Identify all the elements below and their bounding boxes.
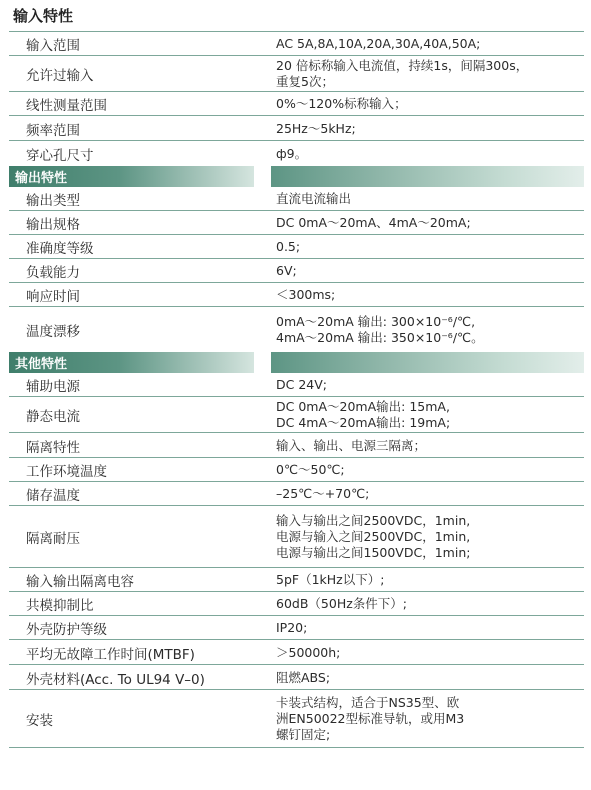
value-line: DC 0mA～20mA、4mA～20mA;	[276, 215, 471, 230]
value-line: AC 5A,8A,10A,20A,30A,40A,50A;	[276, 36, 481, 51]
table-row	[0, 116, 591, 141]
row-label: 储存温度	[26, 488, 80, 504]
value-line: 阻燃ABS;	[276, 669, 331, 685]
row-label: 线性测量范围	[26, 98, 107, 114]
table-row	[0, 665, 591, 690]
row-value	[270, 283, 591, 307]
value-line: –25℃～+70℃;	[276, 486, 370, 501]
row-label: 平均无故障工作时间(MTBF)	[26, 646, 195, 663]
row-value	[270, 235, 591, 259]
row-value	[270, 32, 591, 56]
table-row	[0, 92, 591, 116]
row-value	[270, 397, 591, 433]
row-label: 准确度等级	[26, 241, 94, 257]
row-label: 穿心孔尺寸	[26, 147, 94, 164]
row-label: 输入输出隔离电容	[26, 574, 134, 590]
table-row	[0, 211, 591, 235]
row-label: 静态电流	[26, 409, 80, 425]
row-value	[270, 592, 591, 616]
table-row	[0, 307, 591, 352]
row-value	[270, 665, 591, 690]
table-row	[0, 640, 591, 665]
value-line: 电源与输出之间1500VDC，1min;	[276, 545, 471, 560]
row-value	[270, 116, 591, 141]
value-line: IP20;	[276, 620, 308, 635]
row-label: 隔离耐压	[26, 531, 80, 547]
table-row	[0, 235, 591, 259]
row-label: 输出类型	[26, 193, 80, 209]
value-line: DC 0mA～20mA输出: 15mA,	[276, 399, 450, 414]
table-row	[0, 187, 591, 211]
value-line: 洲EN50022型标准导轨，或用M3	[276, 711, 465, 726]
value-line: 25Hz～5kHz;	[276, 120, 356, 136]
row-value	[270, 141, 591, 166]
row-label: 辅助电源	[26, 379, 80, 395]
row-label: 隔离特性	[26, 439, 80, 456]
section-title-other: 其他特性	[9, 352, 254, 373]
row-value	[270, 92, 591, 116]
section-header-bar	[271, 352, 584, 373]
row-label: 输出规格	[26, 217, 80, 233]
value-line: 60dB（50Hz条件下）;	[276, 596, 407, 611]
row-value	[270, 433, 591, 458]
value-line: ф9。	[276, 145, 308, 161]
table-row	[0, 56, 591, 92]
row-value	[270, 259, 591, 283]
row-value	[270, 616, 591, 640]
row-value	[270, 640, 591, 665]
table-row	[0, 433, 591, 458]
row-value	[270, 458, 591, 482]
value-line: 输入与输出之间2500VDC，1min,	[276, 513, 471, 528]
row-label: 外壳防护等级	[26, 622, 107, 638]
section-title-output: 输出特性	[9, 166, 254, 187]
row-label: 允许过输入	[26, 68, 94, 84]
table-row	[0, 506, 591, 568]
row-value	[270, 56, 591, 92]
value-line: 4mA～20mA 输出: 350×10⁻⁶/℃。	[276, 329, 484, 345]
value-line: 0℃～50℃;	[276, 462, 345, 477]
row-value	[270, 690, 591, 748]
value-line: 卡装式结构，适合于NS35型、欧	[276, 695, 460, 710]
row-label: 温度漂移	[26, 323, 80, 340]
value-line: 6V;	[276, 263, 297, 278]
row-label: 输入范围	[26, 38, 80, 54]
row-label: 频率范围	[26, 122, 80, 139]
table-row	[0, 283, 591, 307]
row-label: 负载能力	[26, 265, 80, 281]
row-label: 外壳材料(Acc. To UL94 V–0)	[26, 671, 205, 688]
value-line: 直流电流输出	[276, 191, 352, 206]
value-line: ＞50000h;	[276, 644, 341, 660]
section-header-other	[0, 352, 591, 373]
value-line: 5pF（1kHz以下）;	[276, 572, 385, 587]
table-row	[0, 458, 591, 482]
section-title-input: 输入特性	[13, 6, 74, 25]
section-header-bar	[271, 166, 584, 187]
table-row	[0, 592, 591, 616]
value-line: 重复5次；	[276, 74, 334, 89]
value-line: DC 4mA～20mA输出: 19mA;	[276, 415, 451, 430]
row-label: 工作环境温度	[26, 464, 107, 480]
row-value	[270, 482, 591, 506]
row-value	[270, 187, 591, 211]
row-value	[270, 373, 591, 397]
table-row	[0, 141, 591, 166]
value-line: 0%～120%标称输入；	[276, 96, 407, 111]
value-line: 螺钉固定;	[276, 727, 331, 742]
table-row	[0, 616, 591, 640]
row-label: 响应时间	[26, 289, 80, 305]
table-row	[0, 32, 591, 56]
value-line: 输入、输出、电源三隔离；	[276, 437, 427, 453]
section-header-output	[0, 166, 591, 187]
row-value	[270, 568, 591, 592]
table-row	[0, 482, 591, 506]
value-line: 0mA～20mA 输出: 300×10⁻⁶/℃,	[276, 313, 476, 329]
row-value	[270, 506, 591, 568]
value-line: 电源与输入之间2500VDC，1min,	[276, 529, 471, 544]
table-row	[0, 568, 591, 592]
row-label: 安装	[26, 713, 53, 729]
value-line: 0.5;	[276, 239, 301, 254]
row-value	[270, 307, 591, 352]
table-row	[0, 259, 591, 283]
value-line: ＜300ms;	[276, 287, 336, 302]
table-row	[0, 690, 591, 748]
value-line: 20 倍标称输入电流值，持续1s，间隔300s，	[276, 58, 529, 73]
row-value	[270, 211, 591, 235]
table-row	[0, 373, 591, 397]
value-line: DC 24V;	[276, 377, 327, 392]
table-row	[0, 397, 591, 433]
row-label: 共模抑制比	[26, 598, 94, 614]
